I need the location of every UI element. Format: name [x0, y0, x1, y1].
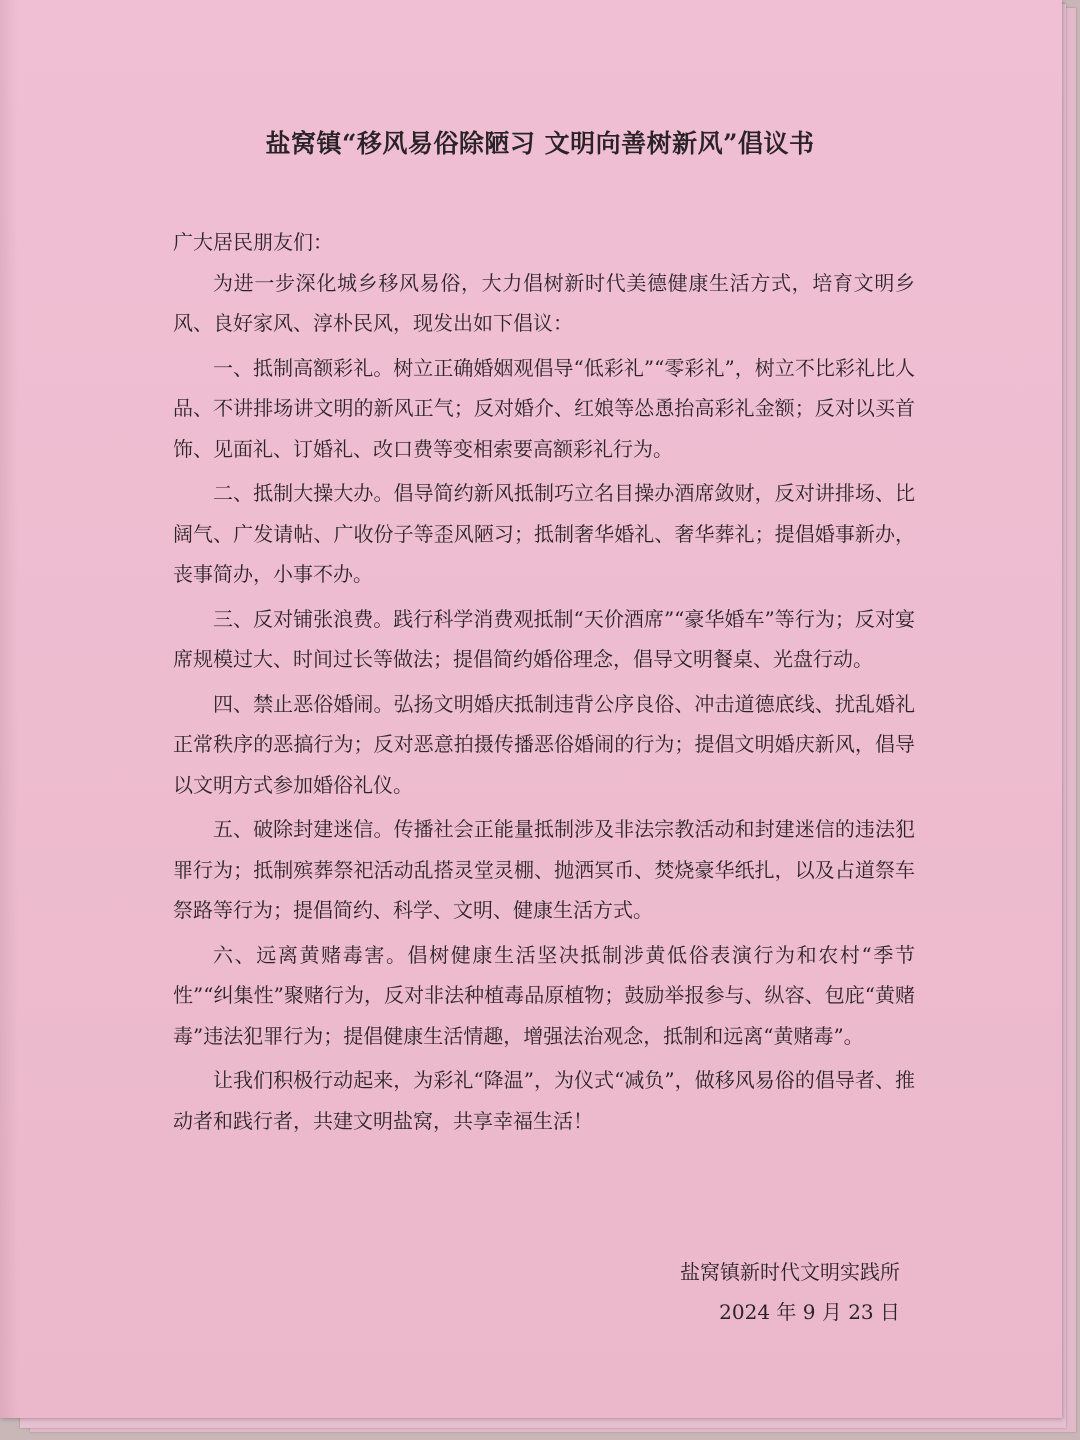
signature-block: [680, 1252, 900, 1332]
page-shadow: [0, 0, 18, 1418]
paragraph-item-5: 五、破除封建迷信。传播社会正能量抵制涉及非法宗教活动和封建迷信的违法犯罪行为；抵制殡葬祭祀活动乱搭灵堂灵棚、抛洒冥币、焚烧豪华纸扎，以及占道祭车祭路等行为；提倡简约、科学、文明、健康生活方式。: [173, 817, 915, 922]
paragraph-intro: 为进一步深化城乡移风易俗，大力倡树新时代美德健康生活方式，培育文明乡风、良好家风、淳朴民风，现发出如下倡议：: [173, 270, 915, 335]
paragraph-item-4: 四、禁止恶俗婚闹。弘扬文明婚庆抵制违背公序良俗、冲击道德底线、扰乱婚礼正常秩序的恶搞行为；反对恶意拍摄传播恶俗婚闹的行为；提倡文明婚庆新风，倡导以文明方式参加婚俗礼仪。: [173, 691, 915, 797]
greeting: 广大居民朋友们：: [173, 230, 333, 254]
signature-organization: 盐窝镇新时代文明实践所: [680, 1260, 900, 1284]
paragraph-closing: 让我们积极行动起来，为彩礼“降温”，为仪式“减负”，做移风易俗的倡导者、推动者和践行者，共建文明盐窝，共享幸福生活！: [173, 1068, 915, 1133]
signature-date: 2024 年 9 月 23 日: [719, 1300, 900, 1324]
paragraph-item-6: 六、远离黄赌毒害。倡树健康生活坚决抵制涉黄低俗表演行为和农村“季节性”“纠集性”聚赌行为，反对非法种植毒品原植物；鼓励举报参与、纵容、包庇“黄赌毒”违法犯罪行为；提倡健康生活情趣，增强法治观念，抵制和远离“黄赌毒”。: [173, 942, 915, 1048]
document-body: [173, 222, 915, 1141]
paragraph-item-2: 二、抵制大操大办。倡导简约新风抵制巧立名目操办酒席敛财，反对讲排场、比阔气、广发请帖、广收份子等歪风陋习；抵制奢华婚礼、奢华葬礼；提倡婚事新办，丧事简办，小事不办。: [173, 481, 915, 586]
paragraph-item-3: 三、反对铺张浪费。践行科学消费观抵制“天价酒席”“豪华婚车”等行为；反对宴席规模过大、时间过长等做法；提倡简约婚俗理念，倡导文明餐桌、光盘行动。: [173, 606, 915, 671]
paragraph-item-1: 一、抵制高额彩礼。树立正确婚姻观倡导“低彩礼”“零彩礼”，树立不比彩礼比人品、不讲排场讲文明的新风正气；反对婚介、红娘等怂恿抬高彩礼金额；反对以买首饰、见面礼、订婚礼、改口费等变相索要高额彩礼行为。: [173, 355, 915, 461]
document-title: 盐窝镇“移风易俗除陋习 文明向善树新风”倡议书: [265, 129, 815, 158]
